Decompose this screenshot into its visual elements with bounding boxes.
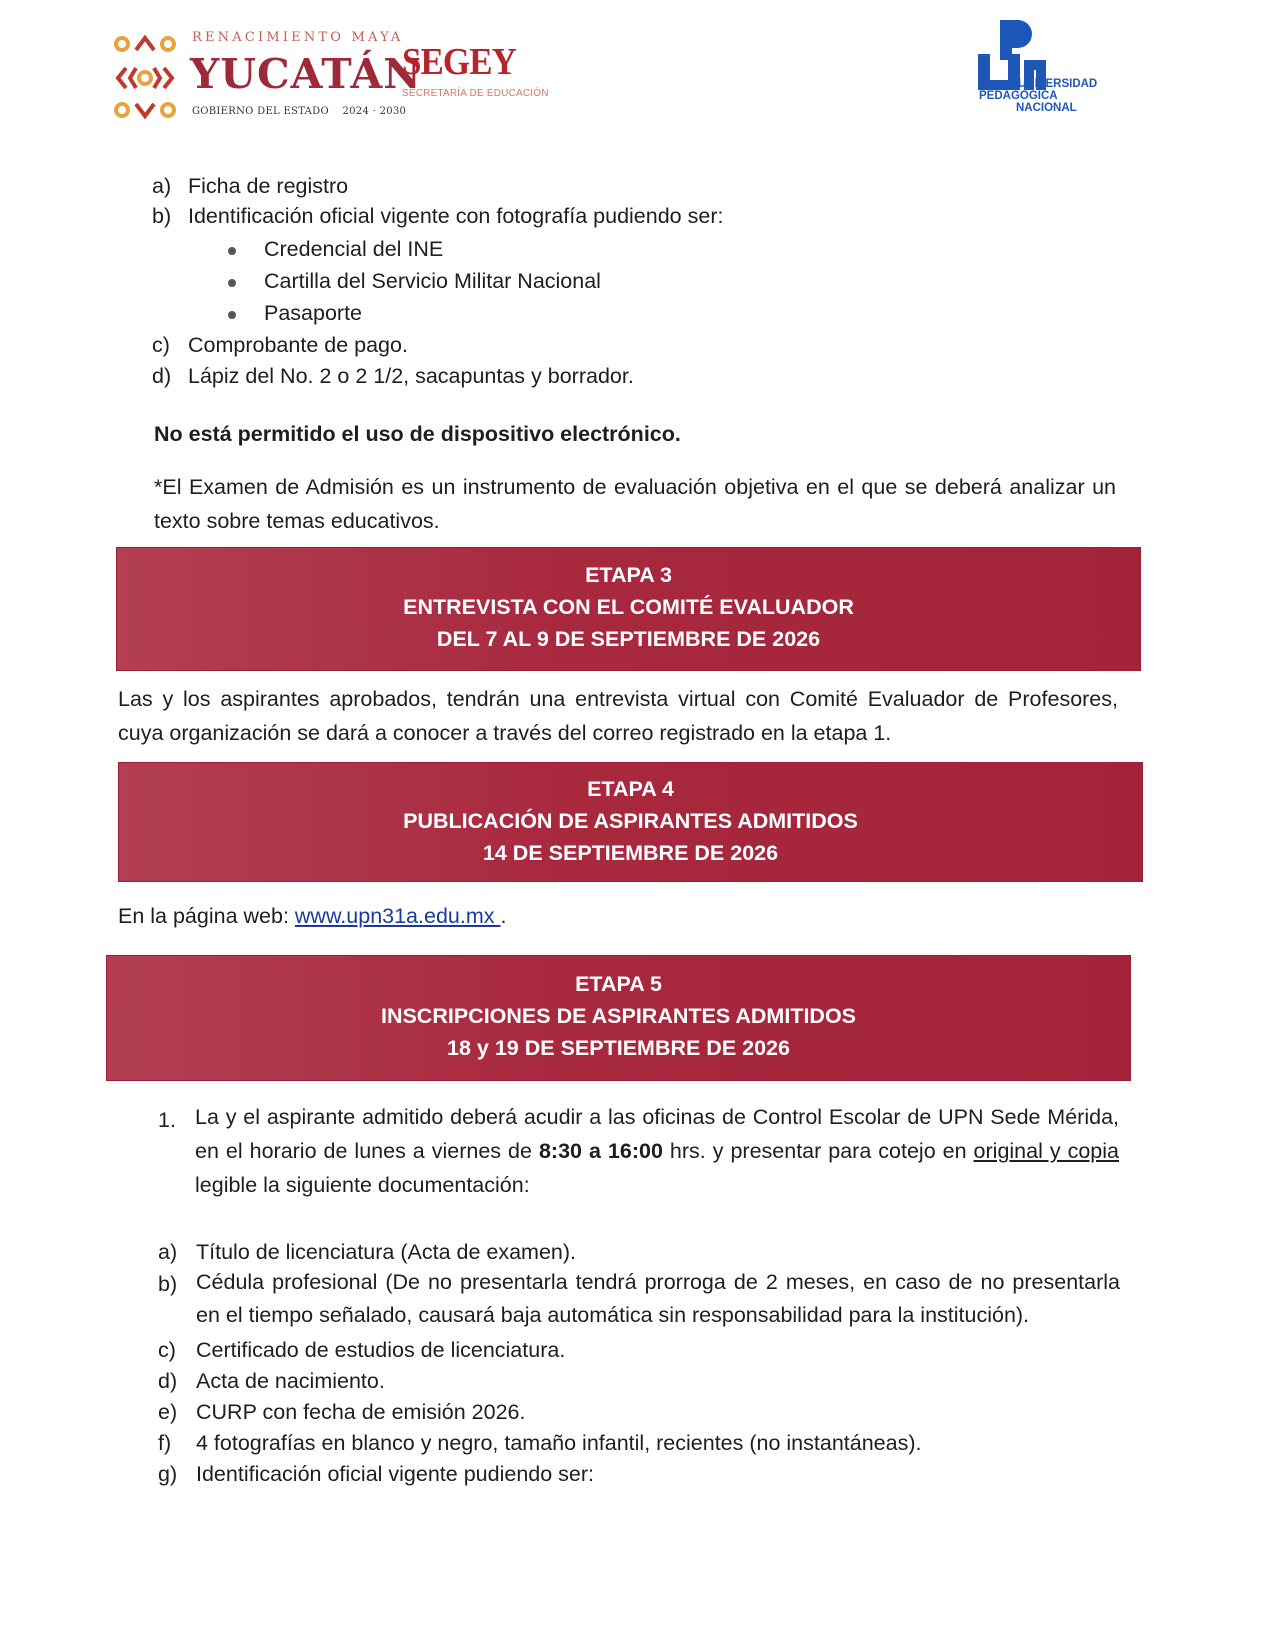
yucatan-years: 2024 · 2030 — [342, 106, 407, 117]
yucatan-logo-text — [190, 30, 422, 122]
id-option: Pasaporte — [264, 301, 363, 325]
etapa4-title: PUBLICACIÓN DE ASPIRANTES ADMITIDOS — [403, 809, 858, 833]
step-number: 1. — [158, 1108, 176, 1132]
step-text-1: La y el aspirante admitido deberá acudir a las oficinas de Control Escolar de UPN Sede Mérida, en el horario de lunes a viernes de — [195, 1105, 1119, 1163]
web-suffix: . — [500, 904, 507, 928]
document-item: Título de licenciatura (Acta de examen). — [196, 1240, 577, 1264]
requirement-c — [152, 329, 408, 361]
etapa3-body: Las y los aspirantes aprobados, tendrán una entrevista virtual con Comité Evaluador de Profesores, cuya organización se dará a conocer a través del correo registrado en la etapa 1. — [118, 687, 1118, 745]
document-label: a) — [158, 1240, 178, 1264]
etapa3-stage: ETAPA 3 — [585, 563, 672, 587]
document-label: g) — [158, 1462, 178, 1486]
etapa4-date: 14 DE SEPTIEMBRE DE 2026 — [482, 841, 779, 865]
step-instructions — [195, 1100, 1119, 1202]
upn-logo — [978, 20, 1128, 116]
requirement-label: a) — [152, 174, 172, 198]
website-link[interactable]: www.upn31a.edu.mx — [294, 904, 501, 928]
no-devices-notice: No está permitido el uso de dispositivo electrónico. — [154, 422, 681, 446]
document-item: Cédula profesional (De no presentarla tendrá prorroga de 2 meses, en caso de no presentarla en el tiempo señalado, causará baja automática sin responsabilidad para la institución). — [196, 1270, 1120, 1327]
etapa5-title: INSCRIPCIONES DE ASPIRANTES ADMITIDOS — [380, 1004, 857, 1028]
segey-logo — [402, 41, 549, 99]
exam-note: *El Examen de Admisión es un instrumento de evaluación objetiva en el que se deberá analizar un texto sobre temas educativos. — [154, 475, 1116, 533]
web-prefix: En la página web: — [118, 904, 295, 928]
etapa3-banner — [116, 547, 1141, 671]
bullet-icon — [228, 279, 236, 287]
document-label: b) — [158, 1272, 178, 1296]
id-option: Credencial del INE — [264, 237, 444, 261]
upn-line3: NACIONAL — [1016, 102, 1077, 114]
requirement-text: Lápiz del No. 2 o 2 1/2, sacapuntas y borrador. — [188, 364, 634, 388]
requirement-label: d) — [152, 364, 172, 388]
requirement-label: b) — [152, 204, 172, 228]
yucatan-tagline: RENACIMIENTO MAYA — [192, 30, 404, 45]
etapa4-stage: ETAPA 4 — [587, 777, 674, 801]
segey-subtitle: SECRETARÍA DE EDUCACIÓN — [402, 88, 549, 99]
requirement-d — [152, 360, 634, 392]
etapa5-banner — [106, 955, 1131, 1081]
etapa5-stage: ETAPA 5 — [575, 972, 662, 996]
yucatan-emblem-icon — [112, 32, 178, 122]
etapa3-title: ENTREVISTA CON EL COMITÉ EVALUADOR — [403, 595, 854, 619]
requirement-a — [152, 170, 349, 202]
requirement-text: Comprobante de pago. — [188, 333, 408, 357]
original-copy-note: original y copia — [973, 1139, 1119, 1163]
bullet-icon — [228, 311, 236, 319]
document-label: f) — [158, 1431, 172, 1455]
etapa4-banner — [118, 762, 1143, 882]
yucatan-name: YUCATÁN — [190, 50, 422, 98]
bullet-icon — [228, 247, 236, 255]
etapa5-date: 18 y 19 DE SEPTIEMBRE DE 2026 — [447, 1036, 790, 1060]
yucatan-government-label: GOBIERNO DEL ESTADO — [192, 106, 329, 117]
office-hours: 8:30 a 16:00 — [538, 1139, 663, 1163]
step-text-3: legible la siguiente documentación: — [195, 1173, 530, 1197]
document-label: c) — [158, 1338, 176, 1362]
requirement-text: Ficha de registro — [188, 174, 349, 198]
etapa3-date: DEL 7 AL 9 DE SEPTIEMBRE DE 2026 — [436, 627, 821, 651]
requirement-b — [152, 200, 724, 232]
document-item: Acta de nacimiento. — [196, 1369, 385, 1393]
upn-line1: UNIVERSIDAD — [1018, 78, 1098, 90]
document-item: 4 fotografías en blanco y negro, tamaño infantil, recientes (no instantáneas). — [196, 1431, 922, 1455]
requirement-text: Identificación oficial vigente con fotografía pudiendo ser: — [188, 204, 724, 228]
requirement-label: c) — [152, 333, 170, 357]
step-text-2: hrs. y presentar para cotejo en — [662, 1139, 974, 1163]
yucatan-government — [192, 106, 406, 117]
document-item: CURP con fecha de emisión 2026. — [196, 1400, 526, 1424]
document-label: e) — [158, 1400, 178, 1424]
document-label: d) — [158, 1369, 178, 1393]
segey-name: SEGEY — [402, 41, 516, 83]
document-item: Certificado de estudios de licenciatura. — [196, 1338, 566, 1362]
document-item: Identificación oficial vigente pudiendo ser: — [196, 1462, 595, 1486]
id-option: Cartilla del Servicio Militar Nacional — [264, 269, 601, 293]
etapa4-web — [118, 900, 506, 932]
upn-line2: PEDAGÓGICA — [979, 90, 1058, 102]
